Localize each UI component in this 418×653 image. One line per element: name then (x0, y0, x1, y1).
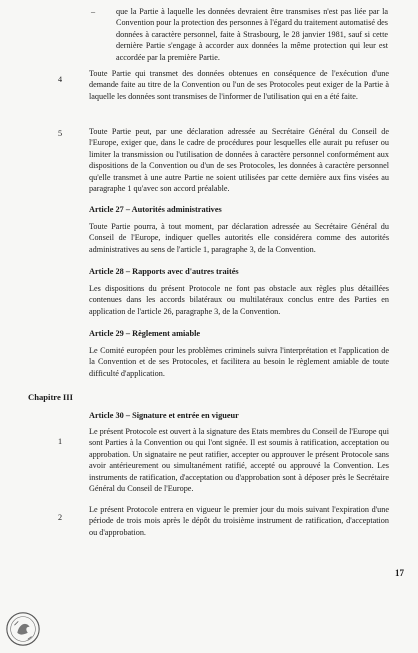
article-29-heading: Article 29 – Règlement amiable (89, 329, 201, 338)
paragraph-number-2: 2 (58, 513, 63, 522)
bullet-text: que la Partie à laquelle les données devraient être transmises n'est pas liée par la Convention pour la protection des personnes à l'égard du traitement automatisé des données à caractère personnel, faite à Strasbourg, le 28 janvier 1981, sauf si cette dernière Partie s'engage à accorder aux données la même protection qui leur est accordée par la première Partie. (116, 7, 388, 62)
article-28-text: Les dispositions du présent Protocole ne font pas obstacle aux règles plus détaillées contenues dans les accords bilatéraux ou multilatéraux conclus entre des Parties en application de l'article 26, paragraphe 3, de la Convention. (89, 284, 389, 316)
article-30-paragraph-1-text: Le présent Protocole est ouvert à la signature des Etats membres du Conseil de l'Europe qui sont Parties à la Convention ou qui l'ont signée. Il est soumis à ratification, acceptation ou approbation. Un signataire ne peut ratifier, accepter ou approuver le présent Protocole sans avoir antérieurement ou simultanément ratifié, accepté ou approuvé la Convention. Les instruments de ratification, d'acceptation ou d'approbation sont à déposer près le Secrétaire Général du Conseil de l'Europe. (89, 427, 390, 494)
article-28-heading: Article 28 – Rapports avec d'autres traités (89, 267, 239, 276)
article-30-paragraph-2-text: Le présent Protocole entrera en vigueur le premier jour du mois suivant l'expiration d'une période de trois mois après le dépôt du troisième instrument de ratification, d'acceptation ou d'approbation. (89, 505, 389, 537)
article-30-heading: Article 30 – Signature et entrée en vigueur (89, 411, 239, 420)
article-27-heading: Article 27 – Autorités administratives (89, 205, 222, 214)
paragraph-number-5: 5 (58, 129, 63, 138)
paragraph-4-text: Toute Partie qui transmet des données obtenues en conséquence de l'exécution d'une demande faite au titre de la Convention ou l'un de ses Protocoles peut exiger de la Partie à laquelle les données sont transmises de l'informer de l'utilisation qui en a été faite. (89, 69, 389, 101)
chapter-heading: Chapitre III (28, 392, 73, 402)
article-29-text: Le Comité européen pour les problèmes criminels suivra l'interprétation et l'application de la Convention et de ses Protocoles, et facilitera au besoin le règlement amiable de toute difficulté d'application. (89, 346, 389, 378)
bullet-marker: – (91, 7, 96, 16)
paragraph-5-text: Toute Partie peut, par une déclaration adressée au Secrétaire Général du Conseil de l'Europe, exiger que, dans le cadre de procédures pour lesquelles elle aurait pu refuser ou limiter la transmission ou l'utilisation de données à caractère personnel conformément aux dispositions de la Convention ou d'un de ses Protocoles, les données à caractère personnel qu'elle transmet à une autre Partie ne soient utilisées par cette dernière aux fins visées au paragraphe 1 qu'avec son accord préalable. (89, 127, 389, 194)
paragraph-number-4: 4 (58, 75, 63, 84)
article-27-text: Toute Partie pourra, à tout moment, par déclaration adressée au Secrétaire Général du Conseil de l'Europe, indiquer quelles autorités elle considérera comme des autorités administratives au sens de l'article 1, paragraphe 3, de la Convention. (89, 222, 389, 254)
paragraph-number-1: 1 (58, 437, 63, 446)
page-number: 17 (395, 568, 404, 578)
seal-stamp-icon (4, 610, 42, 648)
